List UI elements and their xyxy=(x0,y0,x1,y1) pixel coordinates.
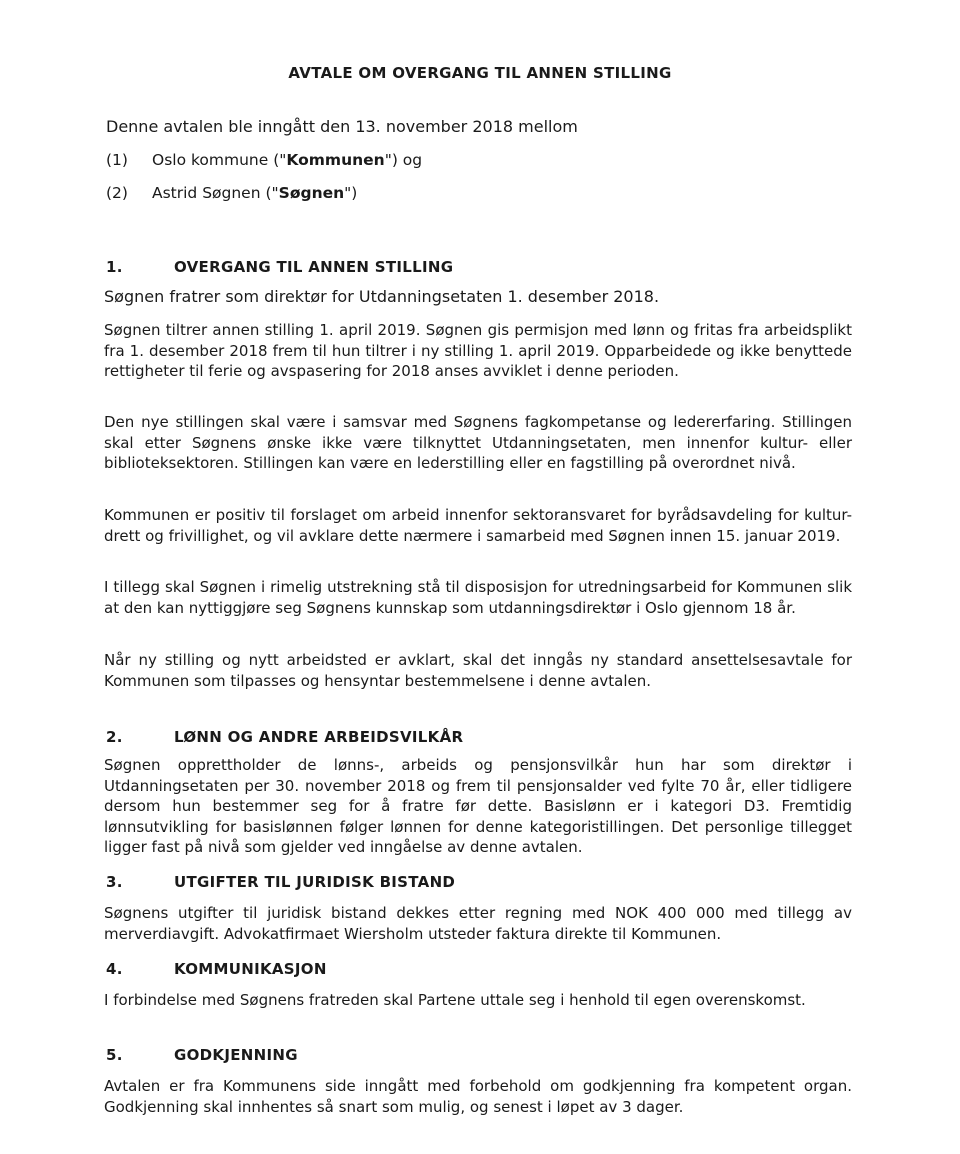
section-number: 5. xyxy=(106,1046,123,1064)
intro-text: Denne avtalen ble inngått den 13. november 2018 mellom xyxy=(106,117,578,136)
section-title: OVERGANG TIL ANNEN STILLING xyxy=(174,258,454,276)
section-4-paragraph-1: I forbindelse med Søgnens fratreden skal Partene uttale seg i henhold til egen overenskomst. xyxy=(104,991,806,1009)
section-3-paragraph-1: Søgnens utgifter til juridisk bistand dekkes etter regning med NOK 400 000 med tillegg av merverdiavgift. Advokatfirmaet Wiersholm utsteder faktura direkte til Kommunen. xyxy=(104,904,852,943)
section-title: LØNN OG ANDRE ARBEIDSVILKÅR xyxy=(174,728,464,746)
section-2-heading xyxy=(106,728,463,746)
document-title: AVTALE OM OVERGANG TIL ANNEN STILLING xyxy=(288,64,672,82)
section-1-paragraph-6: Når ny stilling og nytt arbeidsted er avklart, skal det inngås ny standard ansettelsesavtale for Kommunen som tilpasses og hensyntar bestemmelsene i denne avtalen. xyxy=(104,651,852,690)
section-1-paragraph-2: Søgnen tiltrer annen stilling 1. april 2019. Søgnen gis permisjon med lønn og fritas fra arbeidsplikt fra 1. desember 2018 frem til hun tiltrer i ny stilling 1. april 2019. Opparbeidede og ikke benyttede rettigheter til ferie og avspasering for 2018 anses avviklet i denne perioden. xyxy=(104,321,852,380)
section-3-heading xyxy=(106,873,455,891)
section-1-paragraph-3: Den nye stillingen skal være i samsvar med Søgnens fagkompetanse og ledererfaring. Stillingen skal etter Søgnens ønske ikke være tilknyttet Utdanningsetaten, men innenfor kultur- eller biblioteksektoren. Stillingen kan være en lederstilling eller en fagstilling på overordnet nivå. xyxy=(104,413,852,472)
section-title: GODKJENNING xyxy=(174,1046,298,1064)
party-text: Oslo kommune (" xyxy=(152,151,287,169)
party-1 xyxy=(106,151,422,169)
section-2-paragraph-1: Søgnen opprettholder de lønns-, arbeids og pensjonsvilkår hun har som direktør i Utdanningsetaten per 30. november 2018 og frem til pensjonsalder ved fylte 70 år, eller tidligere dersom hun bestemmer seg for å fratre før dette. Basislønn er i kategori D3. Fremtidig lønnsutvikling for basislønnen følger lønnen for denne kategoristillingen. Det personlige tillegget ligger fast på nivå som gjelder ved inngåelse av denne avtalen. xyxy=(104,756,852,856)
party-defined-term: Søgnen xyxy=(278,184,345,202)
section-5-paragraph-1: Avtalen er fra Kommunens side inngått med forbehold om godkjenning fra kompetent organ. Godkjenning skal innhentes så snart som mulig, og senest i løpet av 3 dager. xyxy=(104,1077,852,1116)
section-1-paragraph-4: Kommunen er positiv til forslaget om arbeid innenfor sektoransvaret for byrådsavdeling for kultur- drett og frivillighet, og vil avklare dette nærmere i samarbeid med Søgnen innen 15. januar 2019. xyxy=(104,506,852,545)
section-5-heading xyxy=(106,1046,298,1064)
section-title: KOMMUNIKASJON xyxy=(174,960,327,978)
section-number: 4. xyxy=(106,960,123,978)
section-number: 2. xyxy=(106,728,123,746)
party-text-end: ") og xyxy=(384,151,423,169)
section-1-paragraph-5: I tillegg skal Søgnen i rimelig utstrekning stå til disposisjon for utredningsarbeid for Kommunen slik at den kan nyttiggjøre seg Søgnens kunnskap som utdanningsdirektør i Oslo gjennom 18 år. xyxy=(104,578,852,617)
party-number: (2) xyxy=(106,184,128,202)
party-defined-term: Kommunen xyxy=(286,151,385,169)
party-text: Astrid Søgnen (" xyxy=(152,184,279,202)
section-1-heading xyxy=(106,258,453,276)
section-number: 1. xyxy=(106,258,123,276)
party-2 xyxy=(106,184,357,202)
party-text-end: ") xyxy=(344,184,358,202)
party-number: (1) xyxy=(106,151,128,169)
section-4-heading xyxy=(106,960,327,978)
section-1-paragraph-1: Søgnen fratrer som direktør for Utdanningsetaten 1. desember 2018. xyxy=(104,287,660,306)
section-title: UTGIFTER TIL JURIDISK BISTAND xyxy=(174,873,456,891)
section-number: 3. xyxy=(106,873,123,891)
